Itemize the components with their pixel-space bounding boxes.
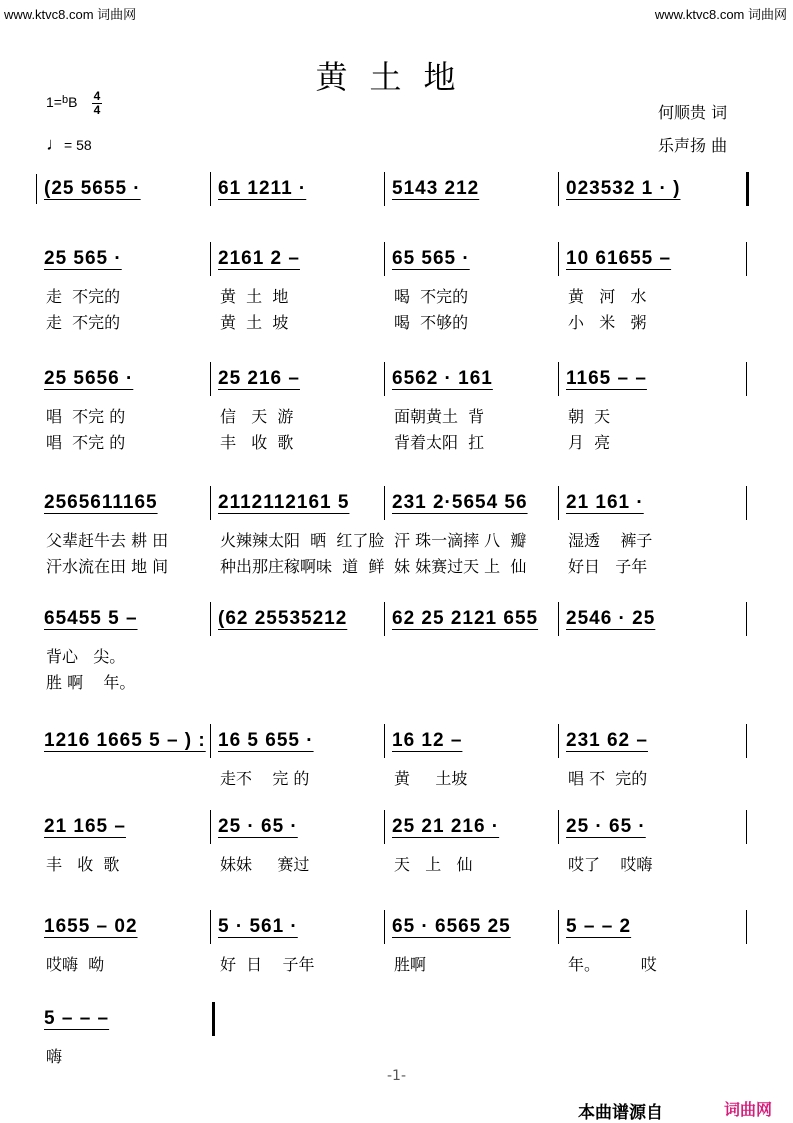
lyric-text: 丰 收 歌: [46, 855, 120, 874]
key-note: B: [68, 94, 78, 110]
measure-notation: 1655 – 02: [44, 916, 138, 937]
key-prefix: 1=: [46, 94, 62, 110]
bar-line: [210, 910, 211, 944]
measure-notation: 65 565 ·: [392, 248, 470, 269]
lyricist-credit: 何顺贵 词: [658, 103, 728, 122]
bar-line: [558, 810, 559, 844]
measure-notation: 5 · 561 ·: [218, 916, 298, 937]
measure-notation: 10 61655 –: [566, 248, 672, 269]
bar-line: [746, 724, 747, 758]
bar-line: [384, 810, 385, 844]
meter-top: 4: [93, 89, 101, 103]
lyric-text: 走 不完的: [46, 287, 121, 306]
flat-sign: b: [61, 94, 69, 106]
lyric-text: 种出那庄稼啊味 道 鲜: [220, 557, 385, 576]
lyric-text: 唱 不 完的: [568, 769, 648, 788]
bar-line: [746, 486, 747, 520]
lyric-text: 走 不完的: [46, 313, 121, 332]
page-number: -1-: [386, 1068, 406, 1084]
lyric-text: 妹妹 赛过: [220, 855, 310, 874]
watermark-left: www.ktvc8.com 词曲网: [4, 7, 137, 22]
lyric-text: 父辈赶牛去 耕 田: [46, 531, 169, 550]
lyric-text: 背心 尖。: [46, 647, 126, 666]
bar-line: [210, 172, 211, 206]
lyric-text: 背着太阳 扛: [394, 433, 485, 452]
footer-logo: 词曲网: [724, 1100, 773, 1119]
measure-notation: 2546 · 25: [566, 608, 656, 629]
bar-line: [746, 362, 747, 396]
measure-notation: 65455 5 –: [44, 608, 138, 629]
bar-line: [384, 362, 385, 396]
song-title: 黄土地: [315, 58, 478, 96]
watermark-right: www.ktvc8.com 词曲网: [654, 7, 787, 22]
lyric-text: 喝 不够的: [394, 313, 469, 332]
bar-line: [384, 172, 385, 206]
measure-notation: 25 216 –: [218, 368, 300, 389]
measure-notation: 2565611165: [44, 492, 158, 513]
measure-notation: 25 · 65 ·: [566, 816, 646, 837]
lyric-text: 湿透 裤子: [568, 531, 653, 550]
measure-notation: 16 12 –: [392, 730, 463, 751]
composer-credit: 乐声扬 曲: [658, 136, 728, 155]
measure-notation: 023532 1 · ): [566, 178, 681, 199]
lyric-text: 唱 不完 的: [46, 407, 126, 426]
bar-line: [384, 486, 385, 520]
lyric-text: 哎了 哎嗨: [568, 855, 653, 874]
bar-line: [558, 602, 559, 636]
bar-line: [746, 602, 747, 636]
bar-line: [210, 724, 211, 758]
key-signature: [46, 94, 77, 110]
bar-line: [558, 172, 559, 206]
lyric-text: 丰 收 歌: [220, 433, 294, 452]
bar-line: [210, 810, 211, 844]
lyric-text: 走不 完 的: [220, 769, 310, 788]
bar-line: [746, 242, 747, 276]
bar-line: [558, 362, 559, 396]
measure-notation: 62 25 2121 655: [392, 608, 539, 629]
measure-notation: 65 · 6565 25: [392, 916, 511, 937]
lyric-text: 黄 河 水: [568, 287, 647, 306]
lyric-text: 汗 珠一滴摔 八 瓣: [394, 531, 527, 550]
lyric-text: 黄 土坡: [394, 769, 468, 788]
measure-notation: 231 62 –: [566, 730, 648, 751]
bar-line: [558, 724, 559, 758]
lyric-text: 信 天 游: [220, 407, 294, 426]
bar-line: [384, 910, 385, 944]
lyric-text: 面朝黄土 背: [394, 407, 485, 426]
bar-line: [746, 910, 747, 944]
bar-line: [384, 242, 385, 276]
tempo-value: = 58: [64, 137, 92, 153]
measure-notation: 231 2·5654 56: [392, 492, 528, 513]
lyric-text: 年。 哎: [568, 955, 657, 974]
bar-line: [384, 724, 385, 758]
measure-notation: (25 5655 ·: [44, 178, 141, 199]
measure-notation: 5143 212: [392, 178, 480, 199]
quarter-note-icon: ♩: [46, 134, 64, 154]
lyric-text: 喝 不完的: [394, 287, 469, 306]
measure-notation: 2161 2 –: [218, 248, 300, 269]
measure-notation: 6562 · 161: [392, 368, 493, 389]
lyric-text: 朝 天: [568, 407, 611, 426]
bar-line: [210, 486, 211, 520]
lyric-text: 黄 土 地: [220, 287, 289, 306]
measure-notation: 1216 1665 5 – ) :: [44, 730, 206, 751]
measure-notation: 1165 – –: [566, 368, 647, 389]
lyric-text: 黄 土 坡: [220, 313, 289, 332]
bar-line: [210, 362, 211, 396]
measure-notation: 21 161 ·: [566, 492, 644, 513]
measure-notation: (62 25535212: [218, 608, 348, 629]
measure-notation: 21 165 –: [44, 816, 126, 837]
final-bar-line: [212, 1002, 215, 1036]
lyric-text: 胜 啊 年。: [46, 673, 136, 692]
bar-line: [210, 242, 211, 276]
time-signature: [92, 90, 102, 117]
measure-notation: 25 21 216 ·: [392, 816, 500, 837]
bar-line: [384, 602, 385, 636]
lyric-text: 胜啊: [394, 955, 427, 974]
footer-source-text: 本曲谱源自: [578, 1103, 663, 1123]
lyric-text: 汗水流在田 地 间: [46, 557, 169, 576]
lyric-text: 小 米 粥: [568, 313, 647, 332]
measure-notation: 61 1211 ·: [218, 178, 307, 199]
lyric-text: 火辣辣太阳 晒 红了脸: [220, 531, 385, 550]
bar-line: [558, 242, 559, 276]
lyric-text: 哎嗨 呦: [46, 955, 105, 974]
bar-line: [558, 910, 559, 944]
lyric-text: 妹 妹赛过天 上 仙: [394, 557, 527, 576]
lyric-text: 嗨: [46, 1047, 63, 1066]
measure-notation: 5 – – 2: [566, 916, 632, 937]
measure-notation: 25 565 ·: [44, 248, 122, 269]
lyric-text: 天 上 仙: [394, 855, 473, 874]
lyric-text: 好日 子年: [568, 557, 648, 576]
final-bar-line: [746, 172, 749, 206]
lyric-text: 唱 不完 的: [46, 433, 126, 452]
measure-notation: 25 5656 ·: [44, 368, 134, 389]
lyric-text: 好 日 子年: [220, 955, 315, 974]
meter-bottom: 4: [93, 103, 101, 117]
lyric-text: 月 亮: [568, 433, 611, 452]
measure-notation: 5 – – –: [44, 1008, 110, 1029]
measure-notation: 16 5 655 ·: [218, 730, 314, 751]
tempo-marking: [46, 134, 92, 155]
bar-line: [36, 174, 37, 204]
bar-line: [558, 486, 559, 520]
measure-notation: 2112112161 5: [218, 492, 350, 513]
bar-line: [746, 810, 747, 844]
measure-notation: 25 · 65 ·: [218, 816, 298, 837]
bar-line: [210, 602, 211, 636]
